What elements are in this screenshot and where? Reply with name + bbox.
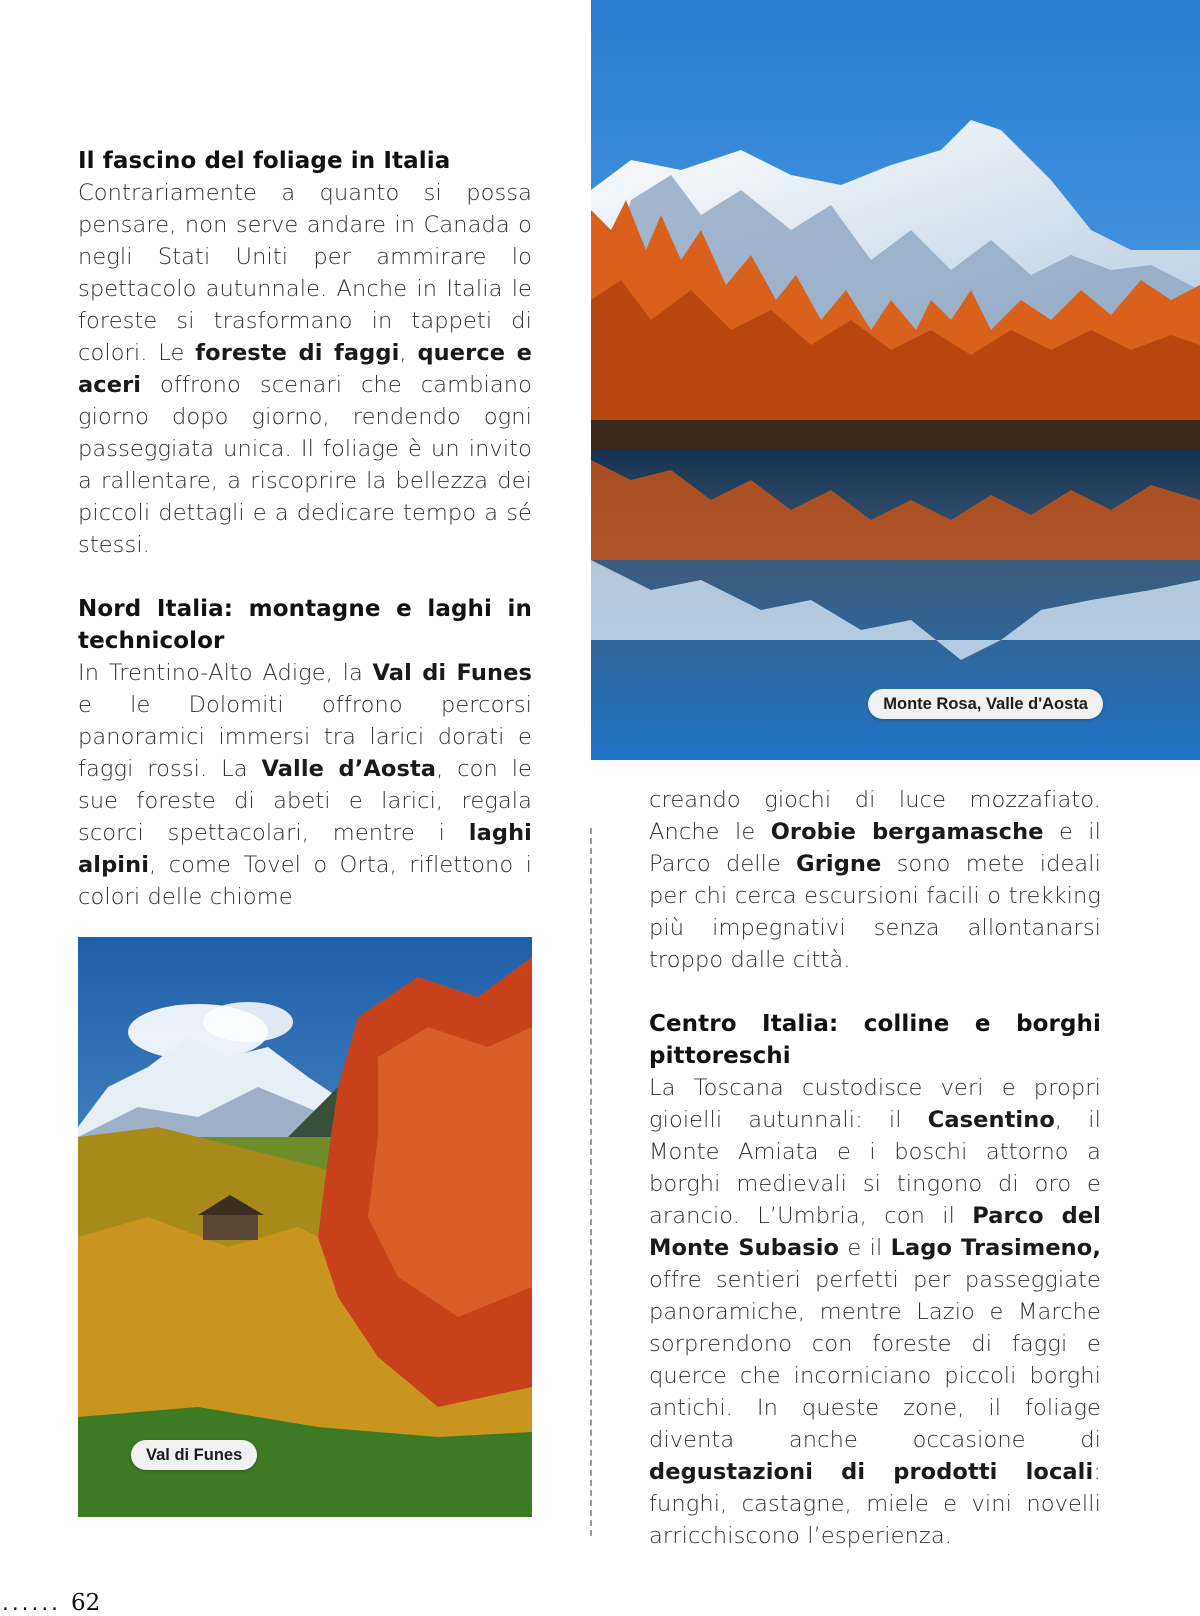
photo-monte-rosa — [591, 0, 1200, 760]
page-number: 62 — [71, 1590, 101, 1616]
photo-caption-val-di-funes: Val di Funes — [131, 1440, 257, 1470]
section-title-nord: Nord Italia: montagne e laghi in technicolor — [78, 596, 532, 654]
page-footer — [0, 1590, 100, 1616]
section-body-nord: In Trentino-Alto Adige, la Val di Funes e le Dolomiti offrono percorsi panoramici immersi tra larici dorati e faggi rossi. La Valle d’Aosta, con le sue foreste di abeti e larici, regala scorci spettacolari, mentre i laghi alpini, come Tovel o Orta, riflettono i colori delle chiome — [78, 660, 533, 910]
right-column — [649, 784, 1101, 1552]
val-di-funes-illustration — [78, 937, 532, 1517]
section-body-intro: Contrariamente a quanto si possa pensare, non serve andare in Canada o negli Stati Uniti per ammirare lo spettacolo autunnale. Anche in Italia le foreste si trasformano in tappeti di colori. Le foreste di faggi, querce e aceri offrono scenari che cambiano giorno dopo giorno, rendendo ogni passeggiata unica. Il foliage è un invito a rallentare, a riscoprire la bellezza dei piccoli dettagli e a dedicare tempo a sé stessi. — [78, 180, 532, 558]
column-divider — [590, 828, 592, 1536]
section-body-centro: La Toscana custodisce veri e propri gioielli autunnali: il Casentino, il Monte Amiata e i boschi attorno a borghi medievali si tingono di oro e arancio. L’Umbria, con il Parco del Monte Subasio e il Lago Trasimeno, offre sentieri perfetti per passeggiate panoramiche, mentre Lazio e Marche sorprendono con foreste di faggi e querce che incorniciano piccoli borghi antichi. In queste zone, il foliage diventa anche occasione di degustazioni di prodotti locali: funghi, castagne, miele e vini novelli arricchiscono l’esperienza. — [649, 1075, 1102, 1549]
section-title-centro: Centro Italia: colline e borghi pittoreschi — [649, 1011, 1101, 1069]
monte-rosa-illustration — [591, 0, 1200, 760]
photo-val-di-funes — [78, 937, 532, 1517]
section-body-nord-continued: creando giochi di luce mozzafiato. Anche le Orobie bergamasche e il Parco delle Grigne sono mete ideali per chi cerca escursioni facili o trekking più impegnativi senza allontanarsi troppo dalle città. — [649, 787, 1102, 973]
folio-dots: ...... — [0, 1594, 60, 1615]
section-title-intro: Il fascino del foliage in Italia — [78, 148, 451, 174]
photo-caption-monte-rosa: Monte Rosa, Valle d'Aosta — [868, 689, 1103, 719]
left-column — [78, 145, 532, 913]
